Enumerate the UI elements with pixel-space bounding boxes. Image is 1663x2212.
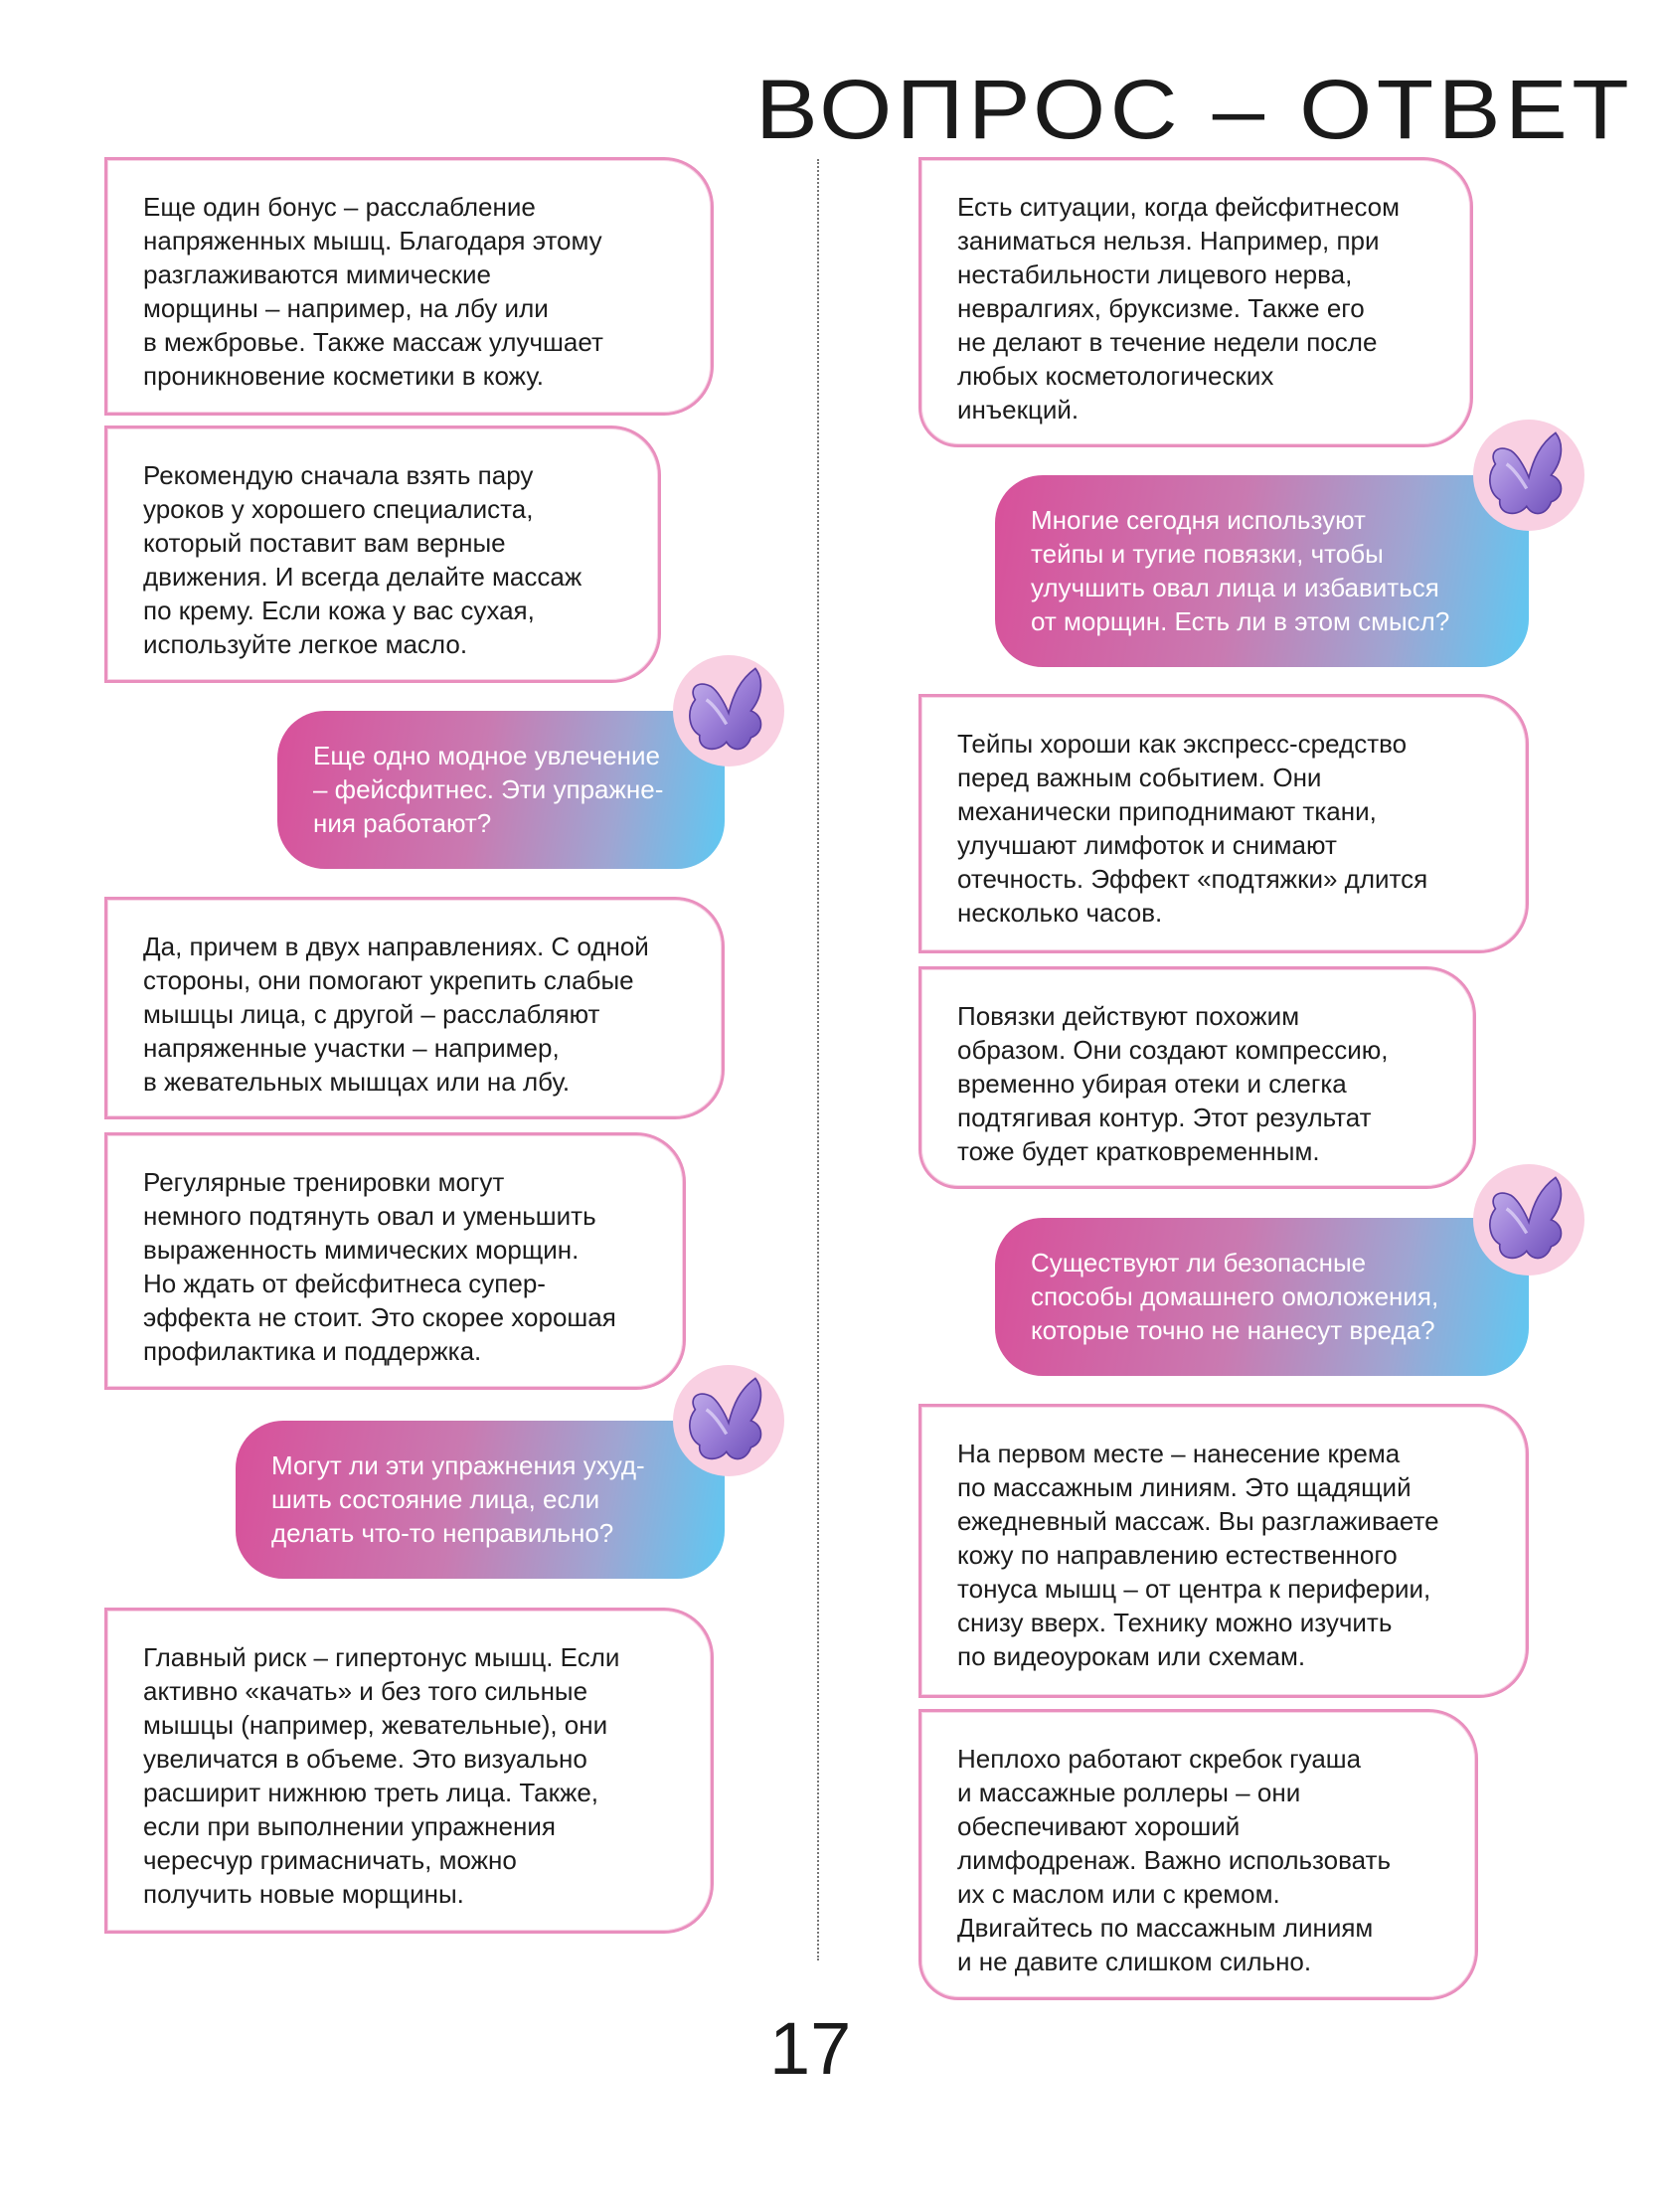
answer-bubble: На первом месте – нанесение крема по массажным линиям. Это щадящий ежедневный массаж. Вы разглаживаете кожу по направлению естественного тонуса мышц – от центра к периферии, снизу вверх. Технику можно изучить по видеоурокам или схемам. <box>918 1404 1529 1698</box>
answer-bubble: Неплохо работают скребок гуаша и массажные роллеры – они обеспечивают хороший лимфодренаж. Важно использовать их с маслом или с кремом. Двигайтесь по массажным линиям и не давите слишком сильно. <box>918 1709 1478 2000</box>
answer-bubble: Есть ситуации, когда фейсфитнесом заниматься нельзя. Например, при нестабильности лицевого нерва, невралгиях, бруксизме. Также его не делают в течение недели после любых косметологических инъекций. <box>918 157 1473 447</box>
butterfly-icon <box>673 655 784 766</box>
page-title: ВОПРОС – ОТВЕТ <box>755 63 1634 156</box>
page-number: 17 <box>769 2007 852 2090</box>
question-bubble: Еще одно модное увлечение – фейсфитнес. Эти упражне- ния работают? <box>277 711 725 869</box>
column-divider <box>817 159 819 1960</box>
question-bubble: Существуют ли безопасные способы домашнего омоложения, которые точно не нанесут вреда? <box>995 1218 1529 1376</box>
answer-bubble: Еще один бонус – расслабление напряженных мышц. Благодаря этому разглаживаются мимические морщины – например, на лбу или в межбровье. Также массаж улучшает проникновение косметики в кожу. <box>104 157 714 416</box>
answer-bubble: Повязки действуют похожим образом. Они создают компрессию, временно убирая отеки и слегка подтягивая контур. Этот результат тоже будет кратковременным. <box>918 966 1476 1189</box>
question-bubble: Многие сегодня используют тейпы и тугие повязки, чтобы улучшить овал лица и избавиться от морщин. Есть ли в этом смысл? <box>995 475 1529 667</box>
answer-bubble: Регулярные тренировки могут немного подтянуть овал и уменьшить выраженность мимических морщин. Но ждать от фейсфитнеса супер- эффекта не стоит. Это скорее хорошая профилактика и поддержка. <box>104 1132 686 1390</box>
butterfly-icon <box>1473 1164 1584 1276</box>
answer-bubble: Рекомендую сначала взять пару уроков у хорошего специалиста, который поставит вам верные движения. И всегда делайте массаж по крему. Если кожа у вас сухая, используйте легкое масло. <box>104 425 661 683</box>
answer-bubble: Да, причем в двух направлениях. С одной стороны, они помогают укрепить слабые мышцы лица, с другой – расслабляют напряженные участки – например, в жевательных мышцах или на лбу. <box>104 897 725 1119</box>
question-bubble: Могут ли эти упражнения ухуд- шить состояние лица, если делать что-то неправильно? <box>236 1421 725 1579</box>
answer-bubble: Главный риск – гипертонус мышц. Если активно «качать» и без того сильные мышцы (например, жевательные), они увеличатся в объеме. Это визуально расширит нижнюю треть лица. Также, если при выполнении упражнения чересчур гримасничать, можно получить новые морщины. <box>104 1608 714 1934</box>
butterfly-icon <box>673 1365 784 1476</box>
answer-bubble: Тейпы хороши как экспресс-средство перед важным событием. Они механически приподнимают ткани, улучшают лимфоток и снимают отечность. Эффект «подтяжки» длится несколько часов. <box>918 694 1529 953</box>
butterfly-icon <box>1473 420 1584 531</box>
